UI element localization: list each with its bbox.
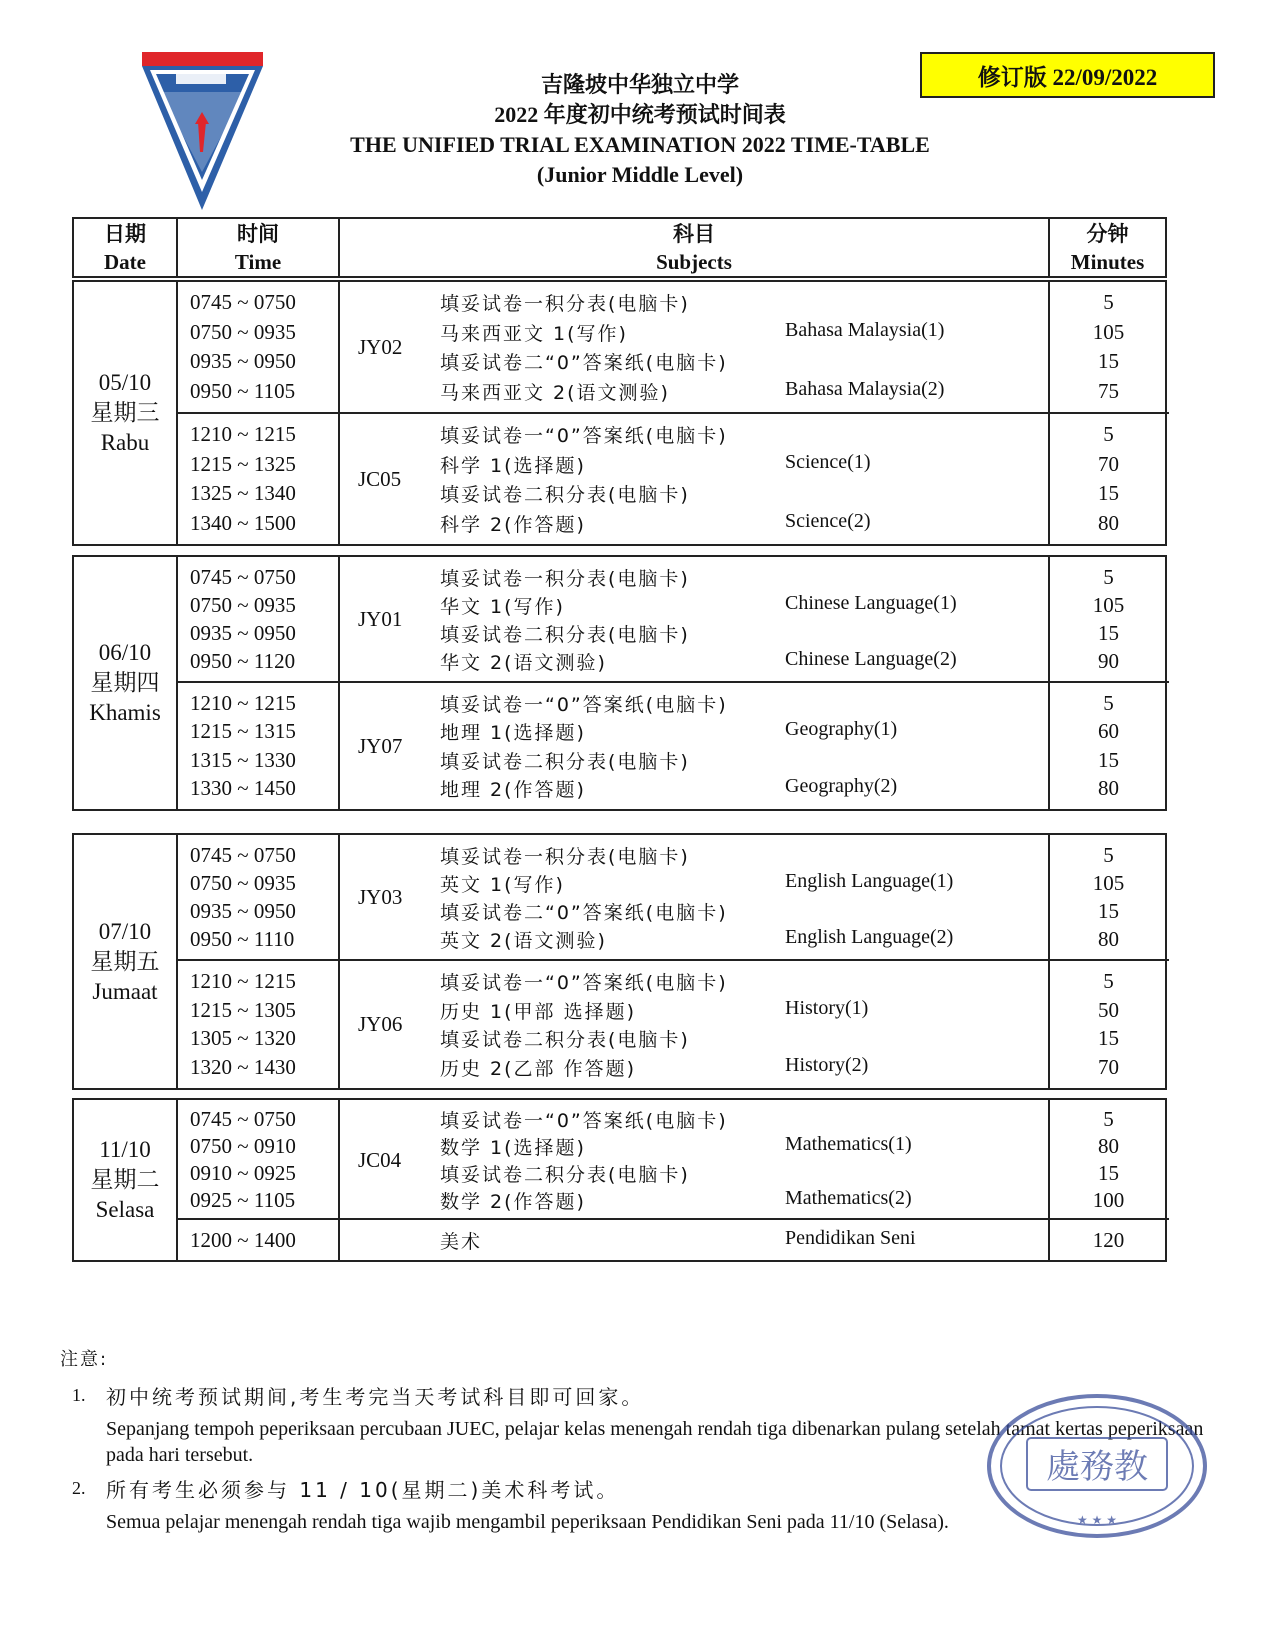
subject-name-cn: 填妥试卷一积分表(电脑卡) xyxy=(440,293,690,316)
time-slot: 0750 ~ 0910 xyxy=(190,1134,296,1158)
subject-name-cn: 数学 1(选择题) xyxy=(440,1137,586,1159)
duration-minutes: 15 xyxy=(1098,620,1119,645)
subject-name-cn: 英文 2(语文测验) xyxy=(440,929,607,952)
subject-column xyxy=(340,961,1050,1088)
stamp-text: 處務教 xyxy=(1046,1447,1148,1487)
duration-minutes: 5 xyxy=(1103,968,1114,993)
timetable-title-en: THE UNIFIED TRIAL EXAMINATION 2022 TIME-TABLE xyxy=(350,132,930,157)
subject-name-en xyxy=(785,898,1050,925)
session-block xyxy=(178,835,1169,961)
table-header xyxy=(72,217,1167,278)
subject-line xyxy=(440,451,1050,478)
duration-minutes: 15 xyxy=(1098,1026,1119,1051)
subject-name-cn: 填妥试卷二积分表(电脑卡) xyxy=(440,484,690,507)
subject-line xyxy=(440,564,1050,591)
weekday-ms: Selasa xyxy=(95,1197,155,1222)
time-slot: 1215 ~ 1315 xyxy=(190,719,296,744)
header-subjects-en: Subjects xyxy=(656,249,732,274)
time-slot: 1210 ~ 1215 xyxy=(190,690,296,715)
subject-name-cn: 美术 xyxy=(440,1230,483,1253)
notes-label: 注意: xyxy=(60,1349,109,1370)
exam-date: 11/10 xyxy=(99,1137,151,1162)
time-slot: 0910 ~ 0925 xyxy=(190,1161,296,1185)
time-slot: 0935 ~ 0950 xyxy=(190,898,296,923)
document-title-block xyxy=(280,70,1000,190)
time-slot: 0925 ~ 1105 xyxy=(190,1188,296,1212)
subject-name-cn: 马来西亚文 1(写作) xyxy=(440,322,628,345)
subject-name-cn: 历史 1(甲部 选择题) xyxy=(440,1000,636,1023)
duration-minutes: 5 xyxy=(1103,1107,1114,1131)
session-block xyxy=(178,1100,1169,1220)
duration-minutes: 60 xyxy=(1098,719,1119,744)
subject-name-cn: 填妥试卷一“0”答案纸(电脑卡) xyxy=(440,971,728,994)
subject-column xyxy=(340,557,1050,681)
note-text-ms: Semua pelajar menengah rendah tiga wajib mengambil peperiksaan Pendidikan Seni pada 11/10 (Selasa). xyxy=(106,1511,949,1533)
session-block xyxy=(178,683,1169,809)
subject-line xyxy=(440,926,1050,953)
subject-name-en xyxy=(785,690,1050,717)
header-minutes xyxy=(1050,219,1165,276)
subject-name-en xyxy=(785,968,1050,995)
subject-name-cn: 填妥试卷二“0”答案纸(电脑卡) xyxy=(440,901,728,924)
note-number: 1. xyxy=(72,1385,86,1405)
subject-line xyxy=(440,997,1050,1024)
subject-line xyxy=(440,480,1050,507)
subject-name-cn: 科学 2(作答题) xyxy=(440,513,586,536)
time-slot: 0950 ~ 1105 xyxy=(190,378,296,403)
duration-minutes: 5 xyxy=(1103,842,1114,867)
subject-name-en: Geography(1) xyxy=(785,718,898,741)
subject-name-en: Pendidikan Seni xyxy=(785,1226,916,1249)
official-stamp xyxy=(985,1392,1210,1540)
duration-minutes: 15 xyxy=(1098,481,1119,506)
day-table xyxy=(72,1098,1167,1262)
minutes-column xyxy=(1050,282,1167,412)
school-name-title: 吉隆坡中华独立中学 xyxy=(540,72,739,97)
subject-line xyxy=(440,842,1050,869)
time-slot: 0745 ~ 0750 xyxy=(190,290,296,315)
subject-line xyxy=(440,1025,1050,1052)
subject-code xyxy=(340,1220,440,1260)
time-slot: 0750 ~ 0935 xyxy=(190,592,296,617)
subject-line xyxy=(440,348,1050,375)
time-slot: 1340 ~ 1500 xyxy=(190,510,296,535)
minutes-column xyxy=(1050,1220,1167,1260)
duration-minutes: 90 xyxy=(1098,648,1119,673)
day-table xyxy=(72,280,1167,546)
subject-line xyxy=(440,1227,1050,1254)
subject-name-en: Mathematics(2) xyxy=(785,1187,912,1209)
subject-line xyxy=(440,718,1050,745)
subject-name-en xyxy=(785,747,1050,774)
time-slot: 0935 ~ 0950 xyxy=(190,620,296,645)
subject-name-cn: 填妥试卷二“0”答案纸(电脑卡) xyxy=(440,352,728,375)
subject-line xyxy=(440,289,1050,316)
time-slot: 1210 ~ 1215 xyxy=(190,968,296,993)
duration-minutes: 105 xyxy=(1092,870,1125,895)
day-table xyxy=(72,833,1167,1090)
subject-code: JC04 xyxy=(358,1147,402,1172)
subject-line xyxy=(440,421,1050,448)
day-label xyxy=(74,557,178,809)
duration-minutes: 100 xyxy=(1092,1188,1125,1212)
time-slot: 0745 ~ 0750 xyxy=(190,842,296,867)
note-number: 2. xyxy=(72,1478,86,1498)
weekday-cn: 星期四 xyxy=(90,670,160,696)
weekday-cn: 星期五 xyxy=(90,948,160,975)
subject-line xyxy=(440,747,1050,774)
subject-name-cn: 科学 1(选择题) xyxy=(440,454,586,477)
time-column xyxy=(178,835,340,959)
subject-name-cn: 华文 2(语文测验) xyxy=(440,651,607,674)
subject-line xyxy=(440,319,1050,346)
header-subjects-cn: 科目 xyxy=(673,221,715,246)
subject-name-cn: 填妥试卷一“0”答案纸(电脑卡) xyxy=(440,693,728,716)
subject-name-en xyxy=(785,421,1050,448)
subject-name-en xyxy=(785,842,1050,869)
duration-minutes: 5 xyxy=(1103,564,1114,589)
header-date-cn: 日期 xyxy=(104,221,146,246)
time-slot: 0745 ~ 0750 xyxy=(190,1107,296,1131)
subject-name-cn: 填妥试卷一积分表(电脑卡) xyxy=(440,567,690,590)
subject-line xyxy=(440,1106,1050,1133)
minutes-column xyxy=(1050,835,1167,959)
subject-code: JY03 xyxy=(358,884,403,909)
duration-minutes: 105 xyxy=(1092,592,1125,617)
minutes-column xyxy=(1050,961,1167,1088)
time-column xyxy=(178,961,340,1088)
weekday-ms: Rabu xyxy=(100,430,150,455)
session-block xyxy=(178,282,1169,414)
time-slot: 1210 ~ 1215 xyxy=(190,422,296,447)
subject-name-cn: 马来西亚文 2(语文测验) xyxy=(440,381,670,404)
subject-line xyxy=(440,1054,1050,1081)
subject-line xyxy=(440,648,1050,675)
subject-name-en xyxy=(785,620,1050,647)
subject-line xyxy=(440,592,1050,619)
header-subjects xyxy=(340,219,1050,276)
duration-minutes: 80 xyxy=(1098,510,1119,535)
subject-name-cn: 历史 2(乙部 作答题) xyxy=(440,1058,636,1081)
subject-name-en: Science(2) xyxy=(785,509,871,532)
revision-badge: 修订版 22/09/2022 xyxy=(920,52,1215,98)
time-column xyxy=(178,414,340,544)
subject-name-en xyxy=(785,289,1050,316)
subject-line xyxy=(440,1133,1050,1160)
subject-line xyxy=(440,620,1050,647)
subject-name-cn: 华文 1(写作) xyxy=(440,595,565,618)
time-slot: 0950 ~ 1120 xyxy=(190,648,296,673)
day-label xyxy=(74,282,178,544)
subject-name-en: Mathematics(1) xyxy=(785,1133,912,1155)
subject-name-en xyxy=(785,1106,1050,1133)
time-slot: 0745 ~ 0750 xyxy=(190,564,296,589)
duration-minutes: 15 xyxy=(1098,349,1119,374)
subject-column xyxy=(340,282,1050,412)
time-column xyxy=(178,282,340,412)
time-column xyxy=(178,1100,340,1220)
subject-column xyxy=(340,835,1050,959)
duration-minutes: 5 xyxy=(1103,422,1114,447)
subject-code: JY06 xyxy=(358,1012,403,1036)
subject-name-cn: 填妥试卷二积分表(电脑卡) xyxy=(440,1164,690,1186)
subject-name-cn: 英文 1(写作) xyxy=(440,873,565,896)
note-text-cn: 初中统考预试期间,考生考完当天考试科目即可回家。 xyxy=(106,1385,645,1409)
day-label xyxy=(74,1100,178,1260)
duration-minutes: 120 xyxy=(1092,1227,1125,1252)
school-logo xyxy=(140,52,265,212)
subject-name-cn: 填妥试卷二积分表(电脑卡) xyxy=(440,750,690,773)
subject-code: JY01 xyxy=(358,606,403,631)
duration-minutes: 80 xyxy=(1098,776,1119,801)
subject-name-en: Chinese Language(1) xyxy=(785,591,957,614)
timetable-title-cn: 2022 年度初中统考预试时间表 xyxy=(494,102,786,127)
subject-line xyxy=(440,510,1050,537)
subject-name-en: History(2) xyxy=(785,1054,869,1077)
subject-name-cn: 数学 2(作答题) xyxy=(440,1191,586,1213)
duration-minutes: 5 xyxy=(1103,290,1114,315)
header-time xyxy=(178,219,340,276)
subject-name-cn: 填妥试卷二积分表(电脑卡) xyxy=(440,623,690,646)
day-label xyxy=(74,835,178,1088)
duration-minutes: 70 xyxy=(1098,1055,1119,1080)
subject-name-en: Bahasa Malaysia(1) xyxy=(785,318,945,341)
time-slot: 0950 ~ 1110 xyxy=(190,926,295,951)
note-text-ms: Sepanjang tempoh peperiksaan percubaan JUEC, pelajar kelas menengah rendah tiga dibenarkan pulang setelah tamat kertas peperiksaan pada hari tersebut. xyxy=(106,1418,1204,1466)
session-block xyxy=(178,414,1169,544)
session-block xyxy=(178,1220,1169,1260)
header-minutes-cn: 分钟 xyxy=(1086,221,1129,246)
subject-name-en: Science(1) xyxy=(785,450,871,473)
subject-column xyxy=(340,1100,1050,1220)
subject-name-en xyxy=(785,1025,1050,1052)
subject-name-en: English Language(1) xyxy=(785,869,954,892)
subject-column xyxy=(340,1220,1050,1260)
subject-name-en xyxy=(785,564,1050,591)
subject-code: JY07 xyxy=(358,733,403,758)
subject-name-en: Bahasa Malaysia(2) xyxy=(785,377,945,400)
time-column xyxy=(178,683,340,809)
day-table xyxy=(72,555,1167,811)
weekday-cn: 星期三 xyxy=(90,400,160,426)
time-slot: 1315 ~ 1330 xyxy=(190,747,296,772)
minutes-column xyxy=(1050,557,1167,681)
duration-minutes: 15 xyxy=(1098,898,1119,923)
time-slot: 1215 ~ 1305 xyxy=(190,997,296,1022)
header-time-cn: 时间 xyxy=(237,221,279,246)
time-slot: 1325 ~ 1340 xyxy=(190,481,296,506)
duration-minutes: 70 xyxy=(1098,451,1119,476)
time-column xyxy=(178,557,340,681)
subject-line xyxy=(440,690,1050,717)
subject-name-en: Geography(2) xyxy=(785,775,898,798)
duration-minutes: 80 xyxy=(1098,926,1119,951)
time-slot: 0750 ~ 0935 xyxy=(190,870,296,895)
weekday-cn: 星期二 xyxy=(90,1167,160,1193)
subject-name-en xyxy=(785,480,1050,507)
subject-name-cn: 填妥试卷二积分表(电脑卡) xyxy=(440,1029,690,1052)
subject-column xyxy=(340,683,1050,809)
header-date xyxy=(74,219,178,276)
subject-line xyxy=(440,968,1050,995)
subject-name-en: History(1) xyxy=(785,996,869,1019)
time-slot: 0750 ~ 0935 xyxy=(190,319,296,344)
header-minutes-en: Minutes xyxy=(1070,249,1145,274)
duration-minutes: 75 xyxy=(1098,378,1119,403)
time-slot: 1330 ~ 1450 xyxy=(190,776,296,801)
duration-minutes: 80 xyxy=(1098,1134,1119,1158)
subject-line xyxy=(440,378,1050,405)
duration-minutes: 50 xyxy=(1098,997,1119,1022)
subject-name-cn: 填妥试卷一积分表(电脑卡) xyxy=(440,845,690,868)
subject-line xyxy=(440,775,1050,802)
minutes-column xyxy=(1050,1100,1167,1220)
duration-minutes: 105 xyxy=(1092,319,1125,344)
duration-minutes: 15 xyxy=(1098,747,1119,772)
subject-name-cn: 填妥试卷一“0”答案纸(电脑卡) xyxy=(440,425,728,448)
subject-name-en: Chinese Language(2) xyxy=(785,647,957,670)
subject-name-cn: 地理 2(作答题) xyxy=(440,779,586,802)
subject-name-en xyxy=(785,1160,1050,1187)
svg-text:★ ★ ★: ★ ★ ★ xyxy=(1077,1513,1117,1527)
subject-line xyxy=(440,1160,1050,1187)
subject-line xyxy=(440,870,1050,897)
exam-date: 07/10 xyxy=(98,918,152,944)
duration-minutes: 5 xyxy=(1103,690,1114,715)
minutes-column xyxy=(1050,683,1167,809)
time-slot: 1305 ~ 1320 xyxy=(190,1026,296,1051)
header-date-en: Date xyxy=(104,249,146,274)
note-text-cn: 所有考生必须参与 11 / 10(星期二)美术科考试。 xyxy=(106,1478,620,1502)
minutes-column xyxy=(1050,414,1167,544)
subject-code: JY02 xyxy=(358,334,403,359)
duration-minutes: 15 xyxy=(1098,1161,1119,1185)
level-subtitle: (Junior Middle Level) xyxy=(536,162,744,187)
session-block xyxy=(178,961,1169,1088)
weekday-ms: Jumaat xyxy=(92,978,158,1004)
time-slot: 1200 ~ 1400 xyxy=(190,1227,296,1252)
session-block xyxy=(178,557,1169,683)
exam-date: 06/10 xyxy=(98,640,152,665)
header-time-en: Time xyxy=(234,249,282,274)
subject-column xyxy=(340,414,1050,544)
subject-name-cn: 地理 1(选择题) xyxy=(440,722,586,745)
subject-line xyxy=(440,1187,1050,1214)
subject-line xyxy=(440,898,1050,925)
time-slot: 1215 ~ 1325 xyxy=(190,451,296,476)
time-slot: 1320 ~ 1430 xyxy=(190,1055,296,1080)
subject-code: JC05 xyxy=(358,466,402,491)
time-slot: 0935 ~ 0950 xyxy=(190,349,296,374)
weekday-ms: Khamis xyxy=(89,700,161,725)
subject-name-en: English Language(2) xyxy=(785,925,954,948)
time-column xyxy=(178,1220,340,1260)
subject-name-en xyxy=(785,348,1050,375)
subject-name-cn: 填妥试卷一“0”答案纸(电脑卡) xyxy=(440,1110,728,1132)
exam-date: 05/10 xyxy=(98,370,152,395)
